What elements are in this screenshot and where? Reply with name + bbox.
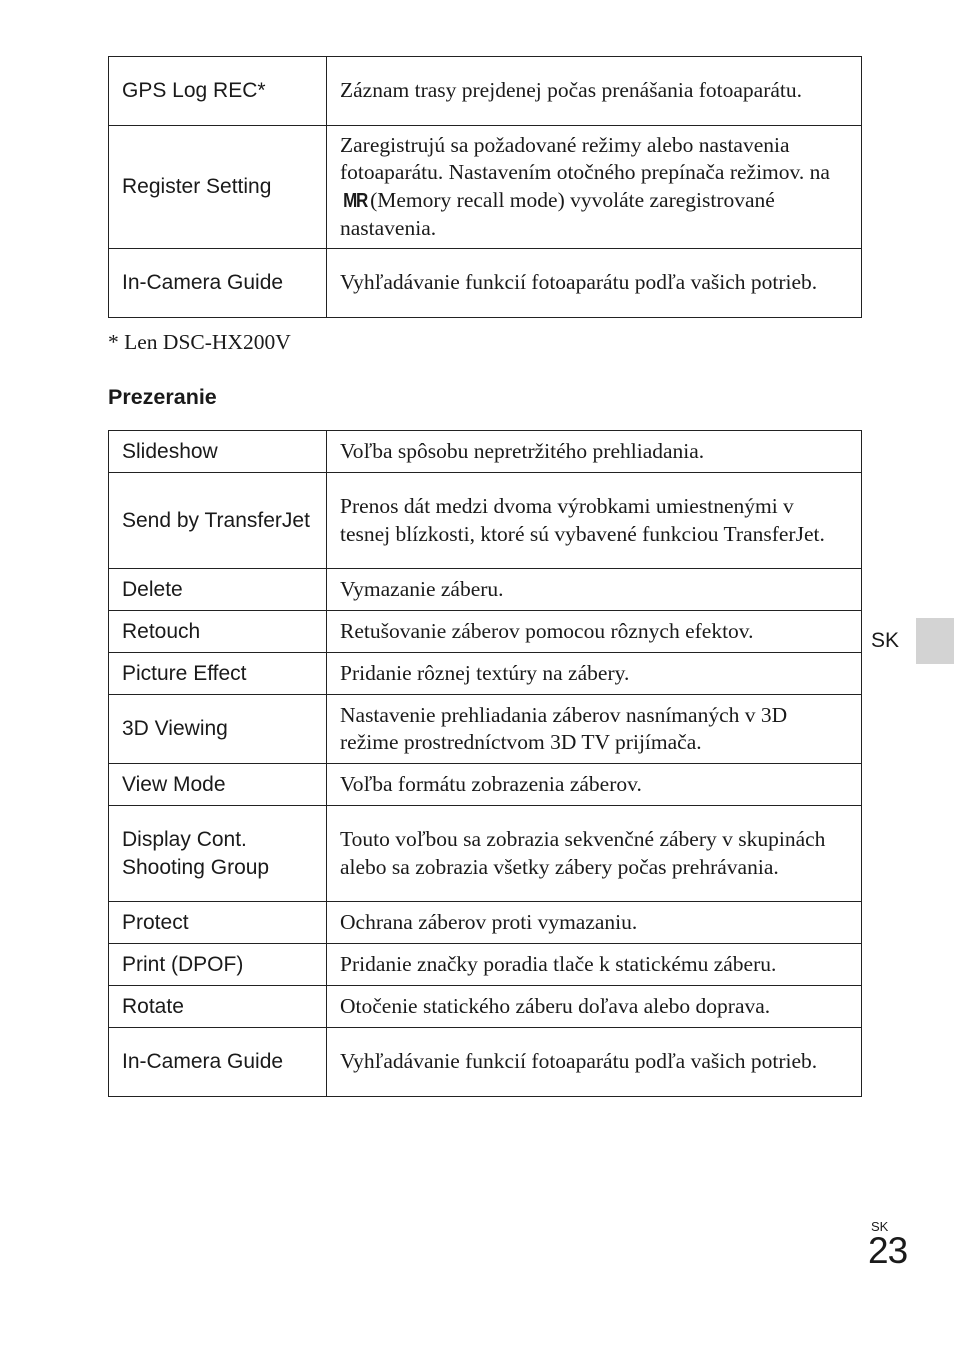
menu-item-name: Protect <box>109 902 327 944</box>
playback-table <box>108 430 862 1097</box>
table-row <box>109 473 862 569</box>
menu-item-description: Vyhľadávanie funkcií fotoaparátu podľa vašich potrieb. <box>327 249 862 318</box>
menu-item-description: Vyhľadávanie funkcií fotoaparátu podľa vašich potrieb. <box>327 1028 862 1097</box>
table-row <box>109 249 862 318</box>
page-number: 23 <box>868 1230 908 1271</box>
table-row <box>109 653 862 695</box>
menu-item-description: Touto voľbou sa zobrazia sekvenčné zábery v skupinách alebo sa zobrazia všetky zábery počas prehrávania. <box>327 806 862 902</box>
page-language: SK <box>871 1219 889 1234</box>
menu-item-name: Print (DPOF) <box>109 944 327 986</box>
table-row <box>109 902 862 944</box>
memory-recall-icon: MR <box>343 189 368 212</box>
menu-item-description: Voľba formátu zobrazenia záberov. <box>327 764 862 806</box>
menu-item-name: Display Cont. Shooting Group <box>109 806 327 902</box>
menu-item-description: Ochrana záberov proti vymazaniu. <box>327 902 862 944</box>
table-row <box>109 695 862 764</box>
menu-item-description: Prenos dát medzi dvoma výrobkami umiestnenými v tesnej blízkosti, ktoré sú vybavené funkciou TransferJet. <box>327 473 862 569</box>
settings-table <box>108 56 862 318</box>
table-row <box>109 431 862 473</box>
menu-item-name: 3D Viewing <box>109 695 327 764</box>
menu-item-description: Retušovanie záberov pomocou rôznych efektov. <box>327 611 862 653</box>
table-row <box>109 986 862 1028</box>
menu-item-name: Picture Effect <box>109 653 327 695</box>
menu-item-name: Register Setting <box>109 126 327 249</box>
menu-item-name: Send by TransferJet <box>109 473 327 569</box>
menu-item-name: Delete <box>109 569 327 611</box>
menu-item-description <box>327 126 862 249</box>
menu-item-description: Vymazanie záberu. <box>327 569 862 611</box>
table-row <box>109 126 862 249</box>
menu-item-description: Voľba spôsobu nepretržitého prehliadania. <box>327 431 862 473</box>
table-row <box>109 611 862 653</box>
menu-item-description: Otočenie statického záberu doľava alebo doprava. <box>327 986 862 1028</box>
language-tab-label: SK <box>871 629 900 652</box>
table-row <box>109 806 862 902</box>
menu-item-name: Slideshow <box>109 431 327 473</box>
table-row <box>109 1028 862 1097</box>
description-text: Zaregistrujú sa požadované režimy alebo nastavenia fotoaparátu. Nastavením otočného prepínača režimov. na <box>340 132 830 184</box>
menu-item-name: Retouch <box>109 611 327 653</box>
description-text: (Memory recall mode) vyvoláte zaregistrované nastavenia. <box>340 187 775 240</box>
menu-item-name: Rotate <box>109 986 327 1028</box>
menu-item-description: Pridanie značky poradia tlače k statickému záberu. <box>327 944 862 986</box>
menu-item-description: Záznam trasy prejdenej počas prenášania fotoaparátu. <box>327 57 862 126</box>
menu-item-name: GPS Log REC* <box>109 57 327 126</box>
menu-item-name: View Mode <box>109 764 327 806</box>
section-heading: Prezeranie <box>108 385 217 409</box>
table-row <box>109 764 862 806</box>
menu-item-description: Nastavenie prehliadania záberov nasnímaných v 3D režime prostredníctvom 3D TV prijímača. <box>327 695 862 764</box>
language-tab-marker <box>916 618 954 664</box>
menu-item-description: Pridanie rôznej textúry na zábery. <box>327 653 862 695</box>
table-row <box>109 944 862 986</box>
table-row <box>109 57 862 126</box>
table-row <box>109 569 862 611</box>
menu-item-name: In-Camera Guide <box>109 1028 327 1097</box>
footnote: * Len DSC-HX200V <box>108 330 291 354</box>
menu-item-name: In-Camera Guide <box>109 249 327 318</box>
